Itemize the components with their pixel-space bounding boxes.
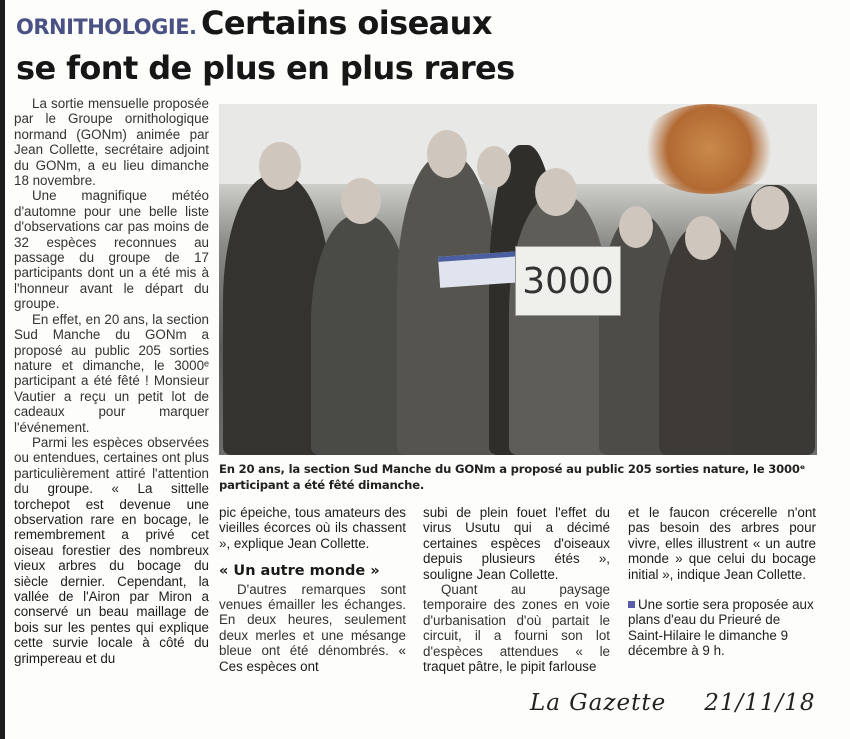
photo-person-head [427,130,467,178]
paragraph: et le faucon crécerelle n'ont pas besoin des arbres pour vivre, elles illustrent « un autre monde » que celui du bocage initial », indique Jean Collette. [628,505,816,582]
photo-3000-sign: 3000 [515,246,621,316]
photo-person [509,195,609,455]
photo-person [397,155,497,455]
quote-text: traquet pâtre, le pipit farlouse [423,659,597,675]
paragraph [219,582,406,674]
article-column-4 [628,505,816,659]
paragraph-text: Quant au paysage temporaire des zones en voie d'urbanisation d'où partait le circuit, il a fourni son lot d'espèces attendues « le [423,582,610,659]
photo-gift-card [438,251,522,288]
event-notice [628,597,816,659]
page-edge-shadow [0,0,5,739]
square-bullet-icon [628,601,635,608]
paragraph: En effet, en 20 ans, la section Sud Manche du GONm a proposé au public 205 sorties nature et dimanche, le 3000ᵉ participant a été fêté ! Monsieur Vautier a reçu un petit lot de cadeaux pour marquer l'événement. [14,311,209,435]
quote-text: groupe. « La sittelle torchepot est devenue une observation rare en bocage, le remembrement a privé cet oiseau forestier des nombreux vieux arbres du bocage du siècle dernier. Cependant, la vallée de l'Airon par Miron a conservé un beau maillage de bois sur les pentes qui explique cette survie locale à côté du grimpereau et du [14,481,209,666]
subheading: « Un autre monde » [219,563,380,580]
article-column-3 [423,505,610,674]
photo-caption: En 20 ans, la section Sud Manche du GONm a proposé au public 205 sorties nature, le 3000ᵉ participant a été fêté dimanche. [219,462,806,492]
photo-person-head [751,186,789,230]
event-notice-text: Une sortie sera proposée aux plans d'eau du Prieuré de Saint-Hilaire le dimanche 9 décembre à 9 h. [628,597,814,659]
photo-person-head [259,142,301,190]
photo-person-head [685,216,721,260]
headline [16,4,636,94]
section-kicker: ORNITHOLOGIE. [16,15,197,39]
photo-person-head [477,146,511,188]
paragraph [423,582,610,674]
photo-person-head [341,178,381,224]
photo-person-head [619,206,653,248]
handwritten-date: 21/11/18 [704,690,816,716]
paragraph-text: Parmi les espèces observées ou entendues, certaines ont plus particulièrement attiré l'attention du [14,434,209,497]
headline-title-line2: se font de plus en plus rares [16,49,515,87]
article-column-1 [14,96,209,666]
article-column-2 [219,505,406,674]
paragraph: subi de plein fouet l'effet du virus Usutu qui a décimé certaines espèces d'oiseaux depuis plusieurs étés », souligne Jean Collette. [423,505,610,582]
handwritten-source: La Gazette [530,690,667,716]
photo-person-head [535,168,577,216]
handwritten-annotation [530,690,816,716]
photo-person [311,215,411,455]
quote-text: « Ces espèces ont [219,643,406,674]
article-photo [219,104,817,455]
photo-autumn-tree [639,104,779,194]
paragraph: La sortie mensuelle proposée par le Groupe ornithologique normand (GONm) animée par Jean Collette, secrétaire adjoint du GONm, a eu lieu dimanche 18 novembre. [14,96,209,189]
paragraph [14,435,209,666]
paragraph: pic épeiche, tous amateurs des vieilles écorces où ils chassent », explique Jean Collette. [219,505,406,551]
paragraph-text: D'autres remarques sont venues émailler les échanges. En deux heures, seulement deux merles et une mésange bleue ont été dénombrés. [219,581,406,659]
headline-title-line1: Certains oiseaux [200,4,492,42]
paragraph: Une magnifique météo d'automne pour une belle liste d'observations car pas moins de 32 espèces reconnues au passage du groupe de 17 participants dont un a été mis à l'honneur avant le départ du groupe. [14,188,209,312]
